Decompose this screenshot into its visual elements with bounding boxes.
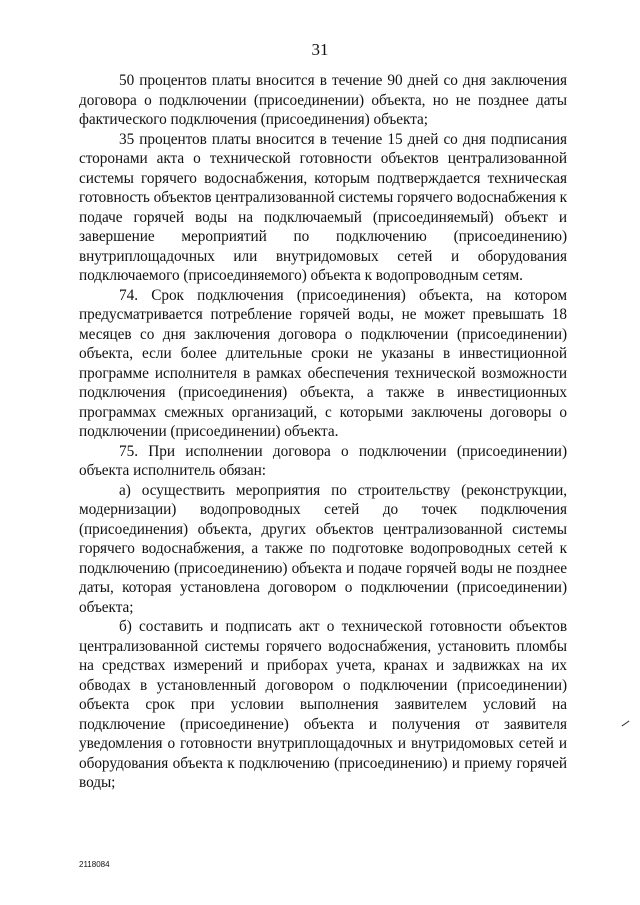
paragraph-item-b: б) составить и подписать акт о технической готовности объектов централизованной системы горячего водоснабжения, установить пломбы на средствах измерений и приборах учета, кранах и задвижках на их обводах в установленный договором о подключении (присоединении) объекта срок при условии выполнения заявителем условий на подключение (присоединение) объекта и получения от заявителя уведомления о готовности внутриплощадочных и внутридомовых сетей и оборудования объекта к подключению (присоединению) и приему горячей воды; [79, 618, 567, 791]
paragraph-clause-74: 74. Срок подключения (присоединения) объекта, на котором предусматривается потребление горячей воды, не может превышать 18 месяцев со дня заключения договора о подключении (присоединении) объекта, если более длительные сроки не указаны в инвестиционной программе исполнителя в рамках обеспечения технической возможности подключения (присоединения) объекта, а также в инвестиционных программах смежных организаций, с которыми заключены договоры о подключении (присоединении) объекта. [79, 286, 567, 440]
paragraph-item-a: а) осуществить мероприятия по строительству (реконструкции, модернизации) водопроводных сетей до точек подключения (присоединения) объекта, других объектов централизованной системы горячего водоснабжения, а также по подготовке водопроводных сетей к подключению (присоединению) объекта и подаче горячей воды не позднее даты, которая установлена договором о подключении (присоединении) объекта; [79, 481, 567, 616]
margin-mark [622, 721, 630, 727]
paragraph-clause-75: 75. При исполнении договора о подключении (присоединении) объекта исполнитель обязан: [79, 442, 567, 479]
document-body [79, 71, 567, 793]
page-number: 31 [311, 40, 329, 59]
paragraph-payment-50: 50 процентов платы вносится в течение 90 дней со дня заключения договора о подключении (присоединении) объекта, но не позднее даты фактического подключения (присоединения) объекта; [79, 72, 567, 128]
paragraph-payment-35: 35 процентов платы вносится в течение 15 дней со дня подписания сторонами акта о технической готовности объектов централизованной системы горячего водоснабжения, которым подтверждается техническая готовность объектов централизованной системы горячего водоснабжения к подаче горячей воды на подключаемый (присоединяемый) объект и завершение мероприятий по подключению (присоединению) внутриплощадочных или внутридомовых сетей и оборудования подключаемого (присоединяемого) объекта к водопроводным сетям. [79, 130, 567, 284]
document-code: 2118084 [79, 860, 110, 869]
